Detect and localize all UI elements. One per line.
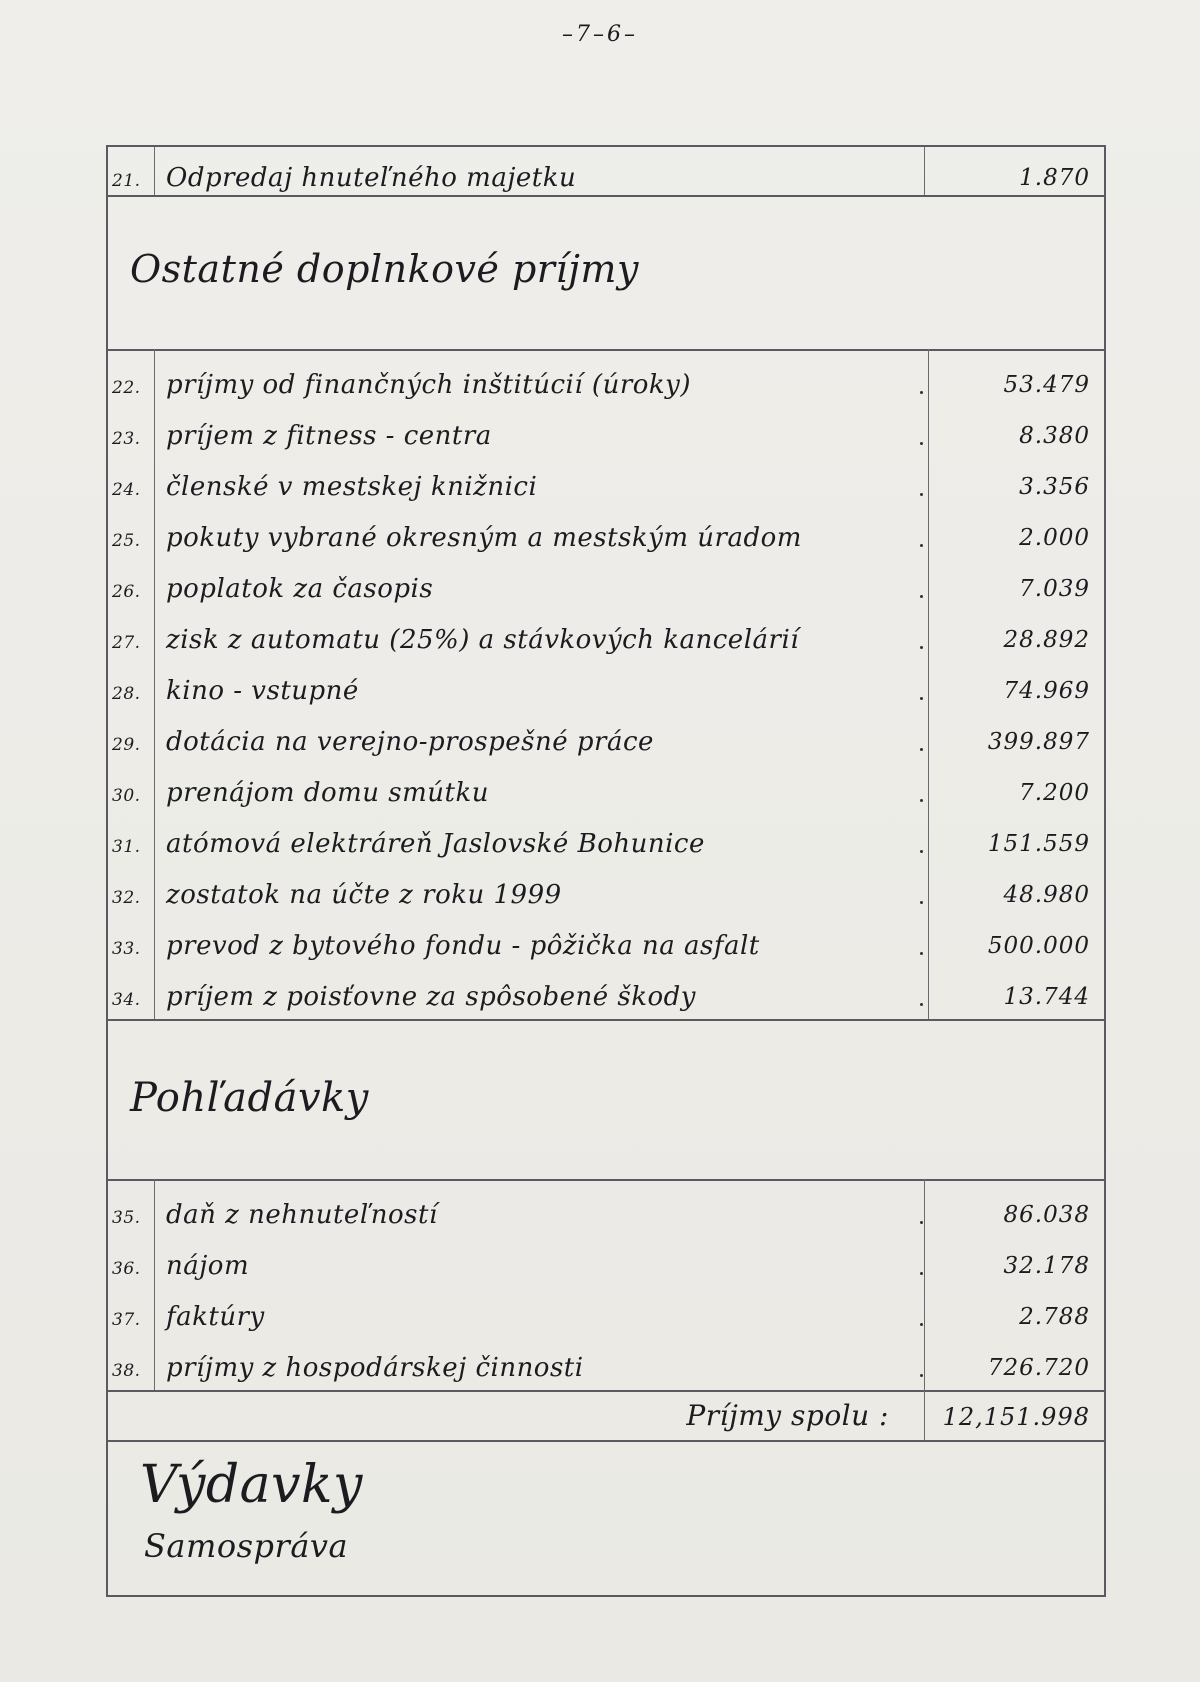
value-dot-mark <box>920 493 923 496</box>
row-value: 48.980 <box>1003 882 1090 908</box>
row-number: 29. <box>112 735 141 755</box>
value-dot-mark <box>920 850 923 853</box>
row-value: 7.039 <box>1019 576 1090 602</box>
page-number: –7–6– <box>562 22 638 47</box>
ledger-row <box>108 761 1104 812</box>
expenses-subtitle: Samospráva <box>144 1527 349 1565</box>
row-number: 26. <box>112 582 141 602</box>
ledger-row <box>108 353 1104 404</box>
ledger-row <box>108 1336 1104 1387</box>
row-number: 36. <box>112 1259 141 1279</box>
row-number: 23. <box>112 429 141 449</box>
ledger-row <box>108 557 1104 608</box>
row-description: prenájom domu smútku <box>166 778 489 808</box>
row-number: 35. <box>112 1208 141 1228</box>
row-value: 53.479 <box>1003 372 1090 398</box>
rule-after-total <box>108 1440 1104 1442</box>
row-value: 28.892 <box>1003 627 1090 653</box>
ledger-row <box>108 506 1104 557</box>
row-number: 32. <box>112 888 141 908</box>
row-description: zostatok na účte z roku 1999 <box>166 880 562 910</box>
ledger-row <box>108 710 1104 761</box>
ledger-row <box>108 404 1104 455</box>
row-number: 24. <box>112 480 141 500</box>
value-dot-mark <box>920 544 923 547</box>
value-dot-mark <box>920 1221 923 1224</box>
row-value: 74.969 <box>1003 678 1090 704</box>
row-number: 38. <box>112 1361 141 1381</box>
row-description: príjem z poisťovne za spôsobené škody <box>166 982 696 1012</box>
row-description: atómová elektráreň Jaslovské Bohunice <box>166 829 705 859</box>
row-value: 32.178 <box>1003 1253 1090 1279</box>
row-number: 22. <box>112 378 141 398</box>
row-description: nájom <box>166 1251 250 1281</box>
ledger-row <box>108 1285 1104 1336</box>
value-dot-mark <box>920 901 923 904</box>
row-description: zisk z automatu (25%) a stávkových kancelárií <box>166 625 800 655</box>
row-description: príjmy z hospodárskej činnosti <box>166 1353 584 1383</box>
ledger-row <box>108 965 1104 1016</box>
section-heading-pohladavky: Pohľadávky <box>130 1075 369 1121</box>
section-heading-ostatne: Ostatné doplnkové príjmy <box>130 247 639 291</box>
value-dot-mark <box>920 1272 923 1275</box>
ledger-row <box>108 1183 1104 1234</box>
value-dot-mark <box>920 391 923 394</box>
row-value: 3.356 <box>1019 474 1090 500</box>
row-description: príjmy od finančných inštitúcií (úroky) <box>166 370 691 400</box>
ledger-row <box>108 608 1104 659</box>
row-description: dotácia na verejno-prospešné práce <box>166 727 654 757</box>
ledger-row <box>108 147 1104 197</box>
row-value: 1.870 <box>1019 165 1090 191</box>
row-description: prevod z bytového fondu - pôžička na asfalt <box>166 931 760 961</box>
row-value: 2.000 <box>1019 525 1090 551</box>
value-dot-mark <box>920 646 923 649</box>
row-description: členské v mestskej knižnici <box>166 472 538 502</box>
row-value: 726.720 <box>987 1355 1090 1381</box>
row-description: Odpredaj hnuteľného majetku <box>166 163 577 193</box>
row-number: 27. <box>112 633 141 653</box>
rule-after-ostatne-heading <box>108 349 1104 351</box>
row-value: 7.200 <box>1019 780 1090 806</box>
ledger-row <box>108 863 1104 914</box>
ledger-row <box>108 812 1104 863</box>
value-dot-mark <box>920 1003 923 1006</box>
value-dot-mark <box>920 748 923 751</box>
row-number: 30. <box>112 786 141 806</box>
rule-after-row-34 <box>108 1019 1104 1021</box>
row-description: daň z nehnuteľností <box>166 1200 438 1230</box>
ledger-row <box>108 659 1104 710</box>
value-dot-mark <box>920 1374 923 1377</box>
total-label: Príjmy spolu : <box>686 1399 889 1432</box>
row-value: 13.744 <box>1003 984 1090 1010</box>
value-dot-mark <box>920 595 923 598</box>
row-number: 33. <box>112 939 141 959</box>
row-value: 399.897 <box>987 729 1090 755</box>
rule-after-pohladavky-heading <box>108 1179 1104 1181</box>
value-dot-mark <box>920 442 923 445</box>
ledger-row <box>108 1234 1104 1285</box>
row-value: 8.380 <box>1019 423 1090 449</box>
row-description: príjem z fitness - centra <box>166 421 492 451</box>
row-description: faktúry <box>166 1302 265 1332</box>
value-dot-mark <box>920 1323 923 1326</box>
row-number: 37. <box>112 1310 141 1330</box>
row-number: 21. <box>112 171 141 191</box>
row-value: 151.559 <box>987 831 1090 857</box>
value-dot-mark <box>920 952 923 955</box>
ledger-row <box>108 455 1104 506</box>
row-description: pokuty vybrané okresným a mestským úradom <box>166 523 802 553</box>
row-description: poplatok za časopis <box>166 574 434 604</box>
row-description: kino - vstupné <box>166 676 359 706</box>
total-value: 12,151.998 <box>942 1403 1090 1431</box>
row-value: 2.788 <box>1019 1304 1090 1330</box>
value-dot-mark <box>920 697 923 700</box>
row-value: 500.000 <box>987 933 1090 959</box>
ledger-row <box>108 914 1104 965</box>
row-value: 86.038 <box>1003 1202 1090 1228</box>
rule-after-row-38 <box>108 1390 1104 1392</box>
row-number: 31. <box>112 837 141 857</box>
value-dot-mark <box>920 799 923 802</box>
row-number: 34. <box>112 990 141 1010</box>
expenses-title: Výdavky <box>140 1455 363 1515</box>
ledger-table <box>106 145 1106 1597</box>
row-number: 28. <box>112 684 141 704</box>
row-number: 25. <box>112 531 141 551</box>
